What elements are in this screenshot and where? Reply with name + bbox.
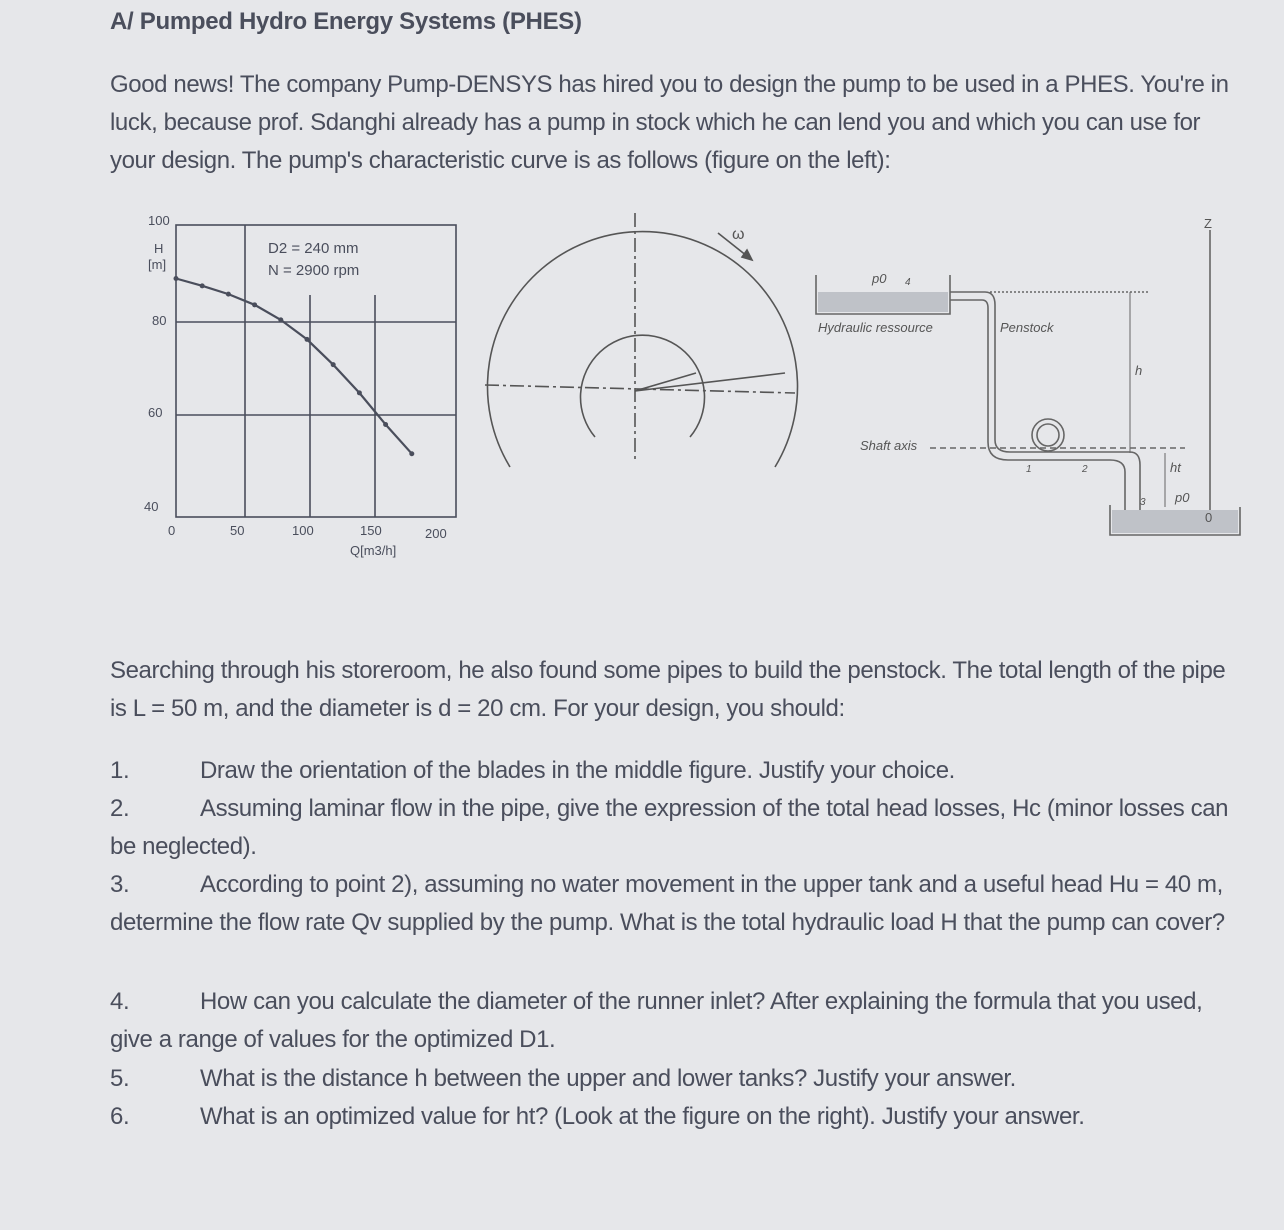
svg-text:N = 2900 rpm: N = 2900 rpm (268, 262, 360, 279)
section-title: A/ Pumped Hydro Energy Systems (PHES) (110, 8, 582, 35)
svg-text:ht: ht (1170, 460, 1181, 475)
svg-text:200: 200 (425, 526, 447, 541)
svg-text:H: H (154, 241, 164, 256)
svg-text:Hydraulic ressource: Hydraulic ressource (818, 320, 933, 335)
svg-text:0: 0 (168, 523, 176, 538)
svg-text:Z: Z (1204, 216, 1212, 231)
phes-schematic (810, 210, 1250, 550)
svg-text:1: 1 (1026, 464, 1032, 475)
svg-text:h: h (1135, 363, 1143, 378)
svg-text:3: 3 (1140, 497, 1146, 508)
svg-text:2: 2 (1082, 464, 1088, 475)
question-3: 3. According to point 2), assuming no water movement in the upper tank and a useful head Hu = 40 m, determine the flow rate Qv supplied by the pump. What is the total hydraulic load H that the pump can cover? (110, 871, 1225, 936)
svg-text:Penstock: Penstock (1000, 320, 1054, 335)
svg-text:80: 80 (152, 313, 167, 328)
svg-text:100: 100 (148, 213, 170, 228)
pipe-paragraph: Searching through his storeroom, he also found some pipes to build the penstock. The total length of the pipe is L = 50 m, and the diameter is d = 20 cm. For your design, you should: (110, 657, 1226, 722)
svg-text:p0: p0 (872, 271, 887, 286)
pump-characteristic-chart (120, 205, 460, 565)
intro-paragraph: Good news! The company Pump-DENSYS has hired you to design the pump to be used in a PHES. You're in luck, because prof. Sdanghi already has a pump in stock which he can lend you and which you can use for your design. The pump's characteristic curve is as follows (figure on the left): (110, 71, 1229, 174)
question-2: 2. Assuming laminar flow in the pipe, give the expression of the total head losses, Hc (minor losses can be neglected). (110, 795, 1229, 860)
svg-text:ω: ω (732, 226, 745, 243)
svg-text:60: 60 (148, 405, 163, 420)
svg-text:Shaft axis: Shaft axis (860, 438, 918, 453)
impeller-diagram (470, 205, 800, 475)
svg-text:100: 100 (292, 523, 314, 538)
svg-text:40: 40 (144, 499, 159, 514)
svg-text:Q[m3/h]: Q[m3/h] (350, 543, 397, 558)
svg-text:0: 0 (1205, 510, 1213, 525)
svg-text:p0: p0 (1175, 490, 1190, 505)
svg-text:150: 150 (360, 523, 382, 538)
svg-text:D2 = 240 mm: D2 = 240 mm (268, 240, 359, 257)
question-1: 1. Draw the orientation of the blades in the middle figure. Justify your choice. (110, 757, 955, 784)
svg-text:[m]: [m] (148, 257, 167, 272)
question-6: 6. What is an optimized value for ht? (Look at the figure on the right). Justify your answer. (110, 1103, 1085, 1130)
question-5: 5. What is the distance h between the upper and lower tanks? Justify your answer. (110, 1065, 1016, 1092)
question-4: 4. How can you calculate the diameter of the runner inlet? After explaining the formula that you used, give a range of values for the optimized D1. (110, 988, 1203, 1053)
svg-text:4: 4 (905, 277, 911, 288)
svg-text:50: 50 (230, 523, 245, 538)
